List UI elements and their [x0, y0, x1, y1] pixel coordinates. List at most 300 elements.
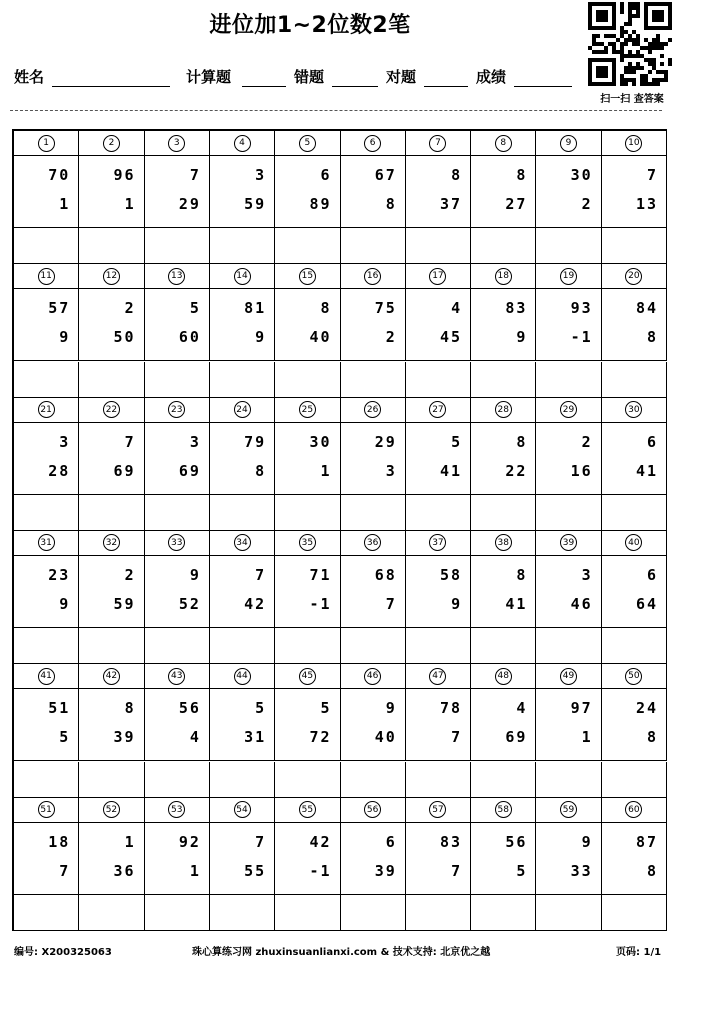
problem-number: 17	[429, 268, 446, 285]
addend-1: 58	[440, 566, 463, 585]
addend-1: 7	[255, 566, 267, 585]
problem-number-cell	[14, 131, 79, 156]
addend-2: 7	[451, 861, 463, 880]
page-title: 进位加1~2位数2笔	[209, 13, 411, 38]
problem-number: 15	[299, 268, 316, 285]
problem-number-cell	[536, 398, 601, 423]
addend-2: 40	[309, 328, 332, 347]
problem-cell	[145, 556, 210, 628]
problem-number-cell	[341, 664, 406, 689]
problem-cell	[471, 423, 536, 495]
problem-cell	[602, 823, 667, 895]
problem-number: 38	[495, 534, 512, 551]
problem-cell	[14, 556, 79, 628]
addend-2: 46	[570, 595, 593, 614]
problem-number: 24	[234, 401, 251, 418]
problem-cell	[471, 156, 536, 228]
problem-cell	[145, 156, 210, 228]
addend-2: 1	[581, 728, 593, 747]
problem-number: 22	[103, 401, 120, 418]
problem-number-cell	[536, 664, 601, 689]
addend-2: 4	[189, 728, 201, 747]
addend-2: 69	[505, 728, 528, 747]
problem-number: 5	[299, 135, 316, 152]
answer-cell[interactable]	[14, 895, 79, 931]
answer-cell[interactable]	[471, 895, 536, 931]
problem-number-cell	[471, 664, 536, 689]
problem-cell	[275, 289, 340, 361]
answer-cell[interactable]	[275, 495, 340, 531]
problem-number-cell	[145, 398, 210, 423]
answer-cell[interactable]	[14, 762, 79, 798]
answer-cell[interactable]	[210, 228, 275, 264]
answer-cell[interactable]	[341, 628, 406, 664]
problem-number-cell	[406, 798, 471, 823]
addend-2: 64	[635, 595, 658, 614]
problem-number: 59	[560, 801, 577, 818]
count-field[interactable]	[242, 86, 286, 87]
problem-number: 47	[429, 668, 446, 685]
problem-number: 60	[625, 801, 642, 818]
problem-cell	[341, 156, 406, 228]
problem-number: 21	[38, 401, 55, 418]
addend-1: 87	[635, 832, 658, 851]
problem-cell	[536, 823, 601, 895]
problem-number-cell	[536, 264, 601, 289]
problem-cell	[14, 423, 79, 495]
addend-1: 8	[516, 566, 528, 585]
problem-number-cell	[536, 798, 601, 823]
addend-1: 9	[581, 832, 593, 851]
answer-cell[interactable]	[79, 228, 144, 264]
addend-1: 9	[385, 699, 397, 718]
problem-cell	[210, 289, 275, 361]
answer-cell[interactable]	[471, 362, 536, 398]
problem-number: 42	[103, 668, 120, 685]
problem-number-cell	[341, 131, 406, 156]
addend-2: 40	[374, 728, 397, 747]
answer-cell[interactable]	[79, 495, 144, 531]
addend-2: 9	[255, 328, 267, 347]
addend-1: 7	[189, 166, 201, 185]
addend-1: 2	[581, 432, 593, 451]
problem-cell	[210, 556, 275, 628]
problem-cell	[145, 423, 210, 495]
addend-1: 30	[309, 432, 332, 451]
answer-cell[interactable]	[145, 762, 210, 798]
addend-1: 8	[124, 699, 136, 718]
problem-cell	[341, 689, 406, 761]
answer-cell[interactable]	[602, 762, 667, 798]
addend-1: 7	[124, 432, 136, 451]
answer-cell[interactable]	[406, 895, 471, 931]
problem-cell	[145, 289, 210, 361]
problem-number: 58	[495, 801, 512, 818]
addend-2: 39	[113, 728, 136, 747]
problem-number-cell	[14, 664, 79, 689]
addend-2: 9	[451, 595, 463, 614]
addend-1: 23	[48, 566, 71, 585]
answer-cell[interactable]	[275, 362, 340, 398]
addend-1: 30	[570, 166, 593, 185]
addend-1: 68	[374, 566, 397, 585]
answer-cell[interactable]	[406, 362, 471, 398]
answer-cell[interactable]	[602, 895, 667, 931]
problem-cell	[210, 823, 275, 895]
problem-number-cell	[341, 531, 406, 556]
answer-cell[interactable]	[602, 362, 667, 398]
problem-number-cell	[536, 131, 601, 156]
answer-cell[interactable]	[471, 495, 536, 531]
addend-2: -1	[309, 861, 332, 880]
problem-number-cell	[341, 264, 406, 289]
answer-cell[interactable]	[275, 895, 340, 931]
problem-cell	[210, 156, 275, 228]
problem-cell	[14, 823, 79, 895]
answer-cell[interactable]	[275, 628, 340, 664]
footer-page: 页码: 1/1	[616, 947, 662, 958]
problem-number: 35	[299, 534, 316, 551]
problem-number: 23	[168, 401, 185, 418]
answer-cell[interactable]	[145, 228, 210, 264]
problem-cell	[471, 556, 536, 628]
problem-number: 27	[429, 401, 446, 418]
problem-number: 20	[625, 268, 642, 285]
problem-number-cell	[210, 131, 275, 156]
problem-number-cell	[275, 798, 340, 823]
addend-1: 8	[320, 299, 332, 318]
answer-cell[interactable]	[14, 628, 79, 664]
addend-2: 3	[385, 461, 397, 480]
problem-grid	[12, 129, 667, 931]
addend-2: 8	[646, 728, 658, 747]
problem-number-cell	[79, 531, 144, 556]
problem-cell	[275, 823, 340, 895]
problem-number-cell	[145, 264, 210, 289]
addend-1: 92	[178, 832, 201, 851]
problem-number: 9	[560, 135, 577, 152]
problem-number-cell	[210, 398, 275, 423]
problem-number: 4	[234, 135, 251, 152]
problem-number: 11	[38, 268, 55, 285]
problem-cell	[406, 689, 471, 761]
problem-number-cell	[79, 664, 144, 689]
answer-cell[interactable]	[602, 628, 667, 664]
addend-1: 78	[440, 699, 463, 718]
problem-number: 28	[495, 401, 512, 418]
problem-cell	[79, 689, 144, 761]
answer-cell[interactable]	[602, 495, 667, 531]
problem-number: 51	[38, 801, 55, 818]
problem-number-cell	[145, 798, 210, 823]
problem-number: 16	[364, 268, 381, 285]
problem-number-cell	[275, 398, 340, 423]
right-field[interactable]	[424, 86, 468, 87]
problem-number: 41	[38, 668, 55, 685]
answer-cell[interactable]	[602, 228, 667, 264]
answer-cell[interactable]	[145, 495, 210, 531]
answer-cell[interactable]	[406, 628, 471, 664]
addend-1: 5	[255, 699, 267, 718]
addend-1: 3	[189, 432, 201, 451]
problem-number: 49	[560, 668, 577, 685]
student-info-row	[14, 66, 584, 90]
problem-number-cell	[471, 398, 536, 423]
addend-1: 2	[124, 566, 136, 585]
addend-1: 2	[124, 299, 136, 318]
score-field[interactable]	[514, 86, 572, 87]
problem-cell	[275, 689, 340, 761]
addend-1: 84	[635, 299, 658, 318]
answer-cell[interactable]	[536, 895, 601, 931]
problem-number: 1	[38, 135, 55, 152]
addend-2: 8	[646, 861, 658, 880]
problem-cell	[210, 423, 275, 495]
addend-2: 42	[244, 595, 267, 614]
answer-cell[interactable]	[275, 228, 340, 264]
addend-1: 83	[505, 299, 528, 318]
problem-number: 46	[364, 668, 381, 685]
answer-cell[interactable]	[79, 628, 144, 664]
wrong-label: 错题	[294, 68, 325, 86]
addend-2: -1	[309, 595, 332, 614]
answer-cell[interactable]	[341, 495, 406, 531]
answer-cell[interactable]	[471, 628, 536, 664]
answer-cell[interactable]	[406, 762, 471, 798]
problem-cell	[79, 156, 144, 228]
problem-number: 7	[429, 135, 446, 152]
problem-cell	[406, 423, 471, 495]
addend-2: 41	[440, 461, 463, 480]
problem-cell	[471, 689, 536, 761]
problem-cell	[406, 823, 471, 895]
problem-number: 12	[103, 268, 120, 285]
problem-cell	[602, 156, 667, 228]
addend-2: 7	[385, 595, 397, 614]
answer-cell[interactable]	[406, 228, 471, 264]
problem-cell	[79, 289, 144, 361]
answer-cell[interactable]	[145, 628, 210, 664]
problem-number: 30	[625, 401, 642, 418]
qr-code-icon[interactable]	[588, 2, 672, 86]
addend-1: 24	[635, 699, 658, 718]
answer-cell[interactable]	[145, 362, 210, 398]
addend-1: 7	[646, 166, 658, 185]
answer-cell[interactable]	[341, 762, 406, 798]
problem-number-cell	[602, 131, 667, 156]
addend-1: 81	[244, 299, 267, 318]
problem-number: 43	[168, 668, 185, 685]
problem-cell	[602, 423, 667, 495]
addend-2: -1	[570, 328, 593, 347]
addend-2: 59	[244, 195, 267, 214]
name-label: 姓名	[14, 68, 45, 86]
addend-1: 5	[189, 299, 201, 318]
problem-number-cell	[406, 398, 471, 423]
addend-2: 2	[385, 328, 397, 347]
addend-1: 70	[48, 166, 71, 185]
problem-number: 29	[560, 401, 577, 418]
problem-number: 36	[364, 534, 381, 551]
problem-cell	[79, 423, 144, 495]
problem-number: 53	[168, 801, 185, 818]
addend-1: 67	[374, 166, 397, 185]
addend-2: 41	[635, 461, 658, 480]
addend-1: 79	[244, 432, 267, 451]
addend-1: 5	[320, 699, 332, 718]
addend-1: 6	[320, 166, 332, 185]
problem-number: 32	[103, 534, 120, 551]
wrong-field[interactable]	[332, 86, 378, 87]
answer-cell[interactable]	[406, 495, 471, 531]
answer-cell[interactable]	[210, 495, 275, 531]
addend-2: 16	[570, 461, 593, 480]
problem-number-cell	[275, 531, 340, 556]
addend-2: 89	[309, 195, 332, 214]
answer-cell[interactable]	[14, 362, 79, 398]
answer-cell[interactable]	[536, 628, 601, 664]
answer-cell[interactable]	[210, 895, 275, 931]
problem-number-cell	[471, 798, 536, 823]
answer-cell[interactable]	[210, 362, 275, 398]
addend-1: 7	[255, 832, 267, 851]
addend-1: 3	[59, 432, 71, 451]
problem-cell	[536, 289, 601, 361]
problem-number-cell	[602, 398, 667, 423]
problem-number: 55	[299, 801, 316, 818]
problem-number: 13	[168, 268, 185, 285]
addend-2: 50	[113, 328, 136, 347]
addend-2: 7	[59, 861, 71, 880]
addend-1: 4	[516, 699, 528, 718]
problem-number: 44	[234, 668, 251, 685]
addend-2: 5	[59, 728, 71, 747]
addend-1: 5	[451, 432, 463, 451]
addend-1: 51	[48, 699, 71, 718]
addend-2: 27	[505, 195, 528, 214]
answer-cell[interactable]	[341, 228, 406, 264]
addend-2: 59	[113, 595, 136, 614]
problem-number: 54	[234, 801, 251, 818]
problem-number-cell	[471, 131, 536, 156]
addend-2: 22	[505, 461, 528, 480]
addend-2: 33	[570, 861, 593, 880]
problem-number-cell	[471, 264, 536, 289]
problem-number: 45	[299, 668, 316, 685]
problem-number-cell	[14, 531, 79, 556]
problem-number: 57	[429, 801, 446, 818]
addend-1: 6	[646, 432, 658, 451]
qr-caption: 扫一扫 查答案	[600, 94, 664, 105]
problem-cell	[536, 156, 601, 228]
addend-1: 3	[581, 566, 593, 585]
answer-cell[interactable]	[536, 495, 601, 531]
problem-cell	[341, 823, 406, 895]
addend-2: 9	[59, 328, 71, 347]
answer-cell[interactable]	[14, 495, 79, 531]
answer-cell[interactable]	[14, 228, 79, 264]
answer-cell[interactable]	[145, 895, 210, 931]
addend-1: 6	[646, 566, 658, 585]
addend-1: 1	[124, 832, 136, 851]
answer-cell[interactable]	[210, 628, 275, 664]
problem-cell	[14, 156, 79, 228]
problem-cell	[536, 556, 601, 628]
answer-cell[interactable]	[79, 362, 144, 398]
problem-number-cell	[14, 264, 79, 289]
name-field[interactable]	[52, 86, 170, 87]
addend-2: 9	[59, 595, 71, 614]
problem-cell	[602, 289, 667, 361]
addend-2: 1	[124, 195, 136, 214]
addend-1: 8	[451, 166, 463, 185]
answer-cell[interactable]	[275, 762, 340, 798]
problem-number-cell	[145, 531, 210, 556]
addend-2: 5	[516, 861, 528, 880]
problem-number-cell	[602, 798, 667, 823]
addend-1: 4	[451, 299, 463, 318]
problem-number-cell	[145, 664, 210, 689]
answer-cell[interactable]	[471, 762, 536, 798]
addend-2: 8	[385, 195, 397, 214]
problem-number-cell	[602, 531, 667, 556]
problem-cell	[471, 823, 536, 895]
problem-cell	[210, 689, 275, 761]
addend-2: 31	[244, 728, 267, 747]
problem-cell	[341, 556, 406, 628]
answer-cell[interactable]	[536, 362, 601, 398]
addend-1: 56	[505, 832, 528, 851]
answer-cell[interactable]	[341, 895, 406, 931]
answer-cell[interactable]	[79, 762, 144, 798]
problem-cell	[79, 556, 144, 628]
answer-cell[interactable]	[210, 762, 275, 798]
addend-2: 1	[59, 195, 71, 214]
problem-cell	[79, 823, 144, 895]
addend-2: 41	[505, 595, 528, 614]
answer-cell[interactable]	[341, 362, 406, 398]
addend-2: 28	[48, 461, 71, 480]
addend-2: 8	[646, 328, 658, 347]
problem-number: 10	[625, 135, 642, 152]
problem-number-cell	[145, 131, 210, 156]
addend-1: 42	[309, 832, 332, 851]
problem-cell	[145, 689, 210, 761]
addend-1: 93	[570, 299, 593, 318]
answer-cell[interactable]	[471, 228, 536, 264]
problem-number-cell	[275, 664, 340, 689]
problem-cell	[602, 689, 667, 761]
problem-number-cell	[79, 131, 144, 156]
problem-number: 40	[625, 534, 642, 551]
answer-cell[interactable]	[536, 228, 601, 264]
addend-1: 18	[48, 832, 71, 851]
answer-cell[interactable]	[79, 895, 144, 931]
addend-2: 13	[635, 195, 658, 214]
addend-2: 1	[320, 461, 332, 480]
addend-1: 57	[48, 299, 71, 318]
count-label: 计算题	[186, 68, 232, 86]
answer-cell[interactable]	[536, 762, 601, 798]
problem-number-cell	[79, 264, 144, 289]
problem-number-cell	[406, 664, 471, 689]
problem-cell	[406, 556, 471, 628]
problem-cell	[275, 556, 340, 628]
addend-2: 45	[440, 328, 463, 347]
problem-number: 52	[103, 801, 120, 818]
problem-number-cell	[406, 131, 471, 156]
problem-number-cell	[79, 798, 144, 823]
